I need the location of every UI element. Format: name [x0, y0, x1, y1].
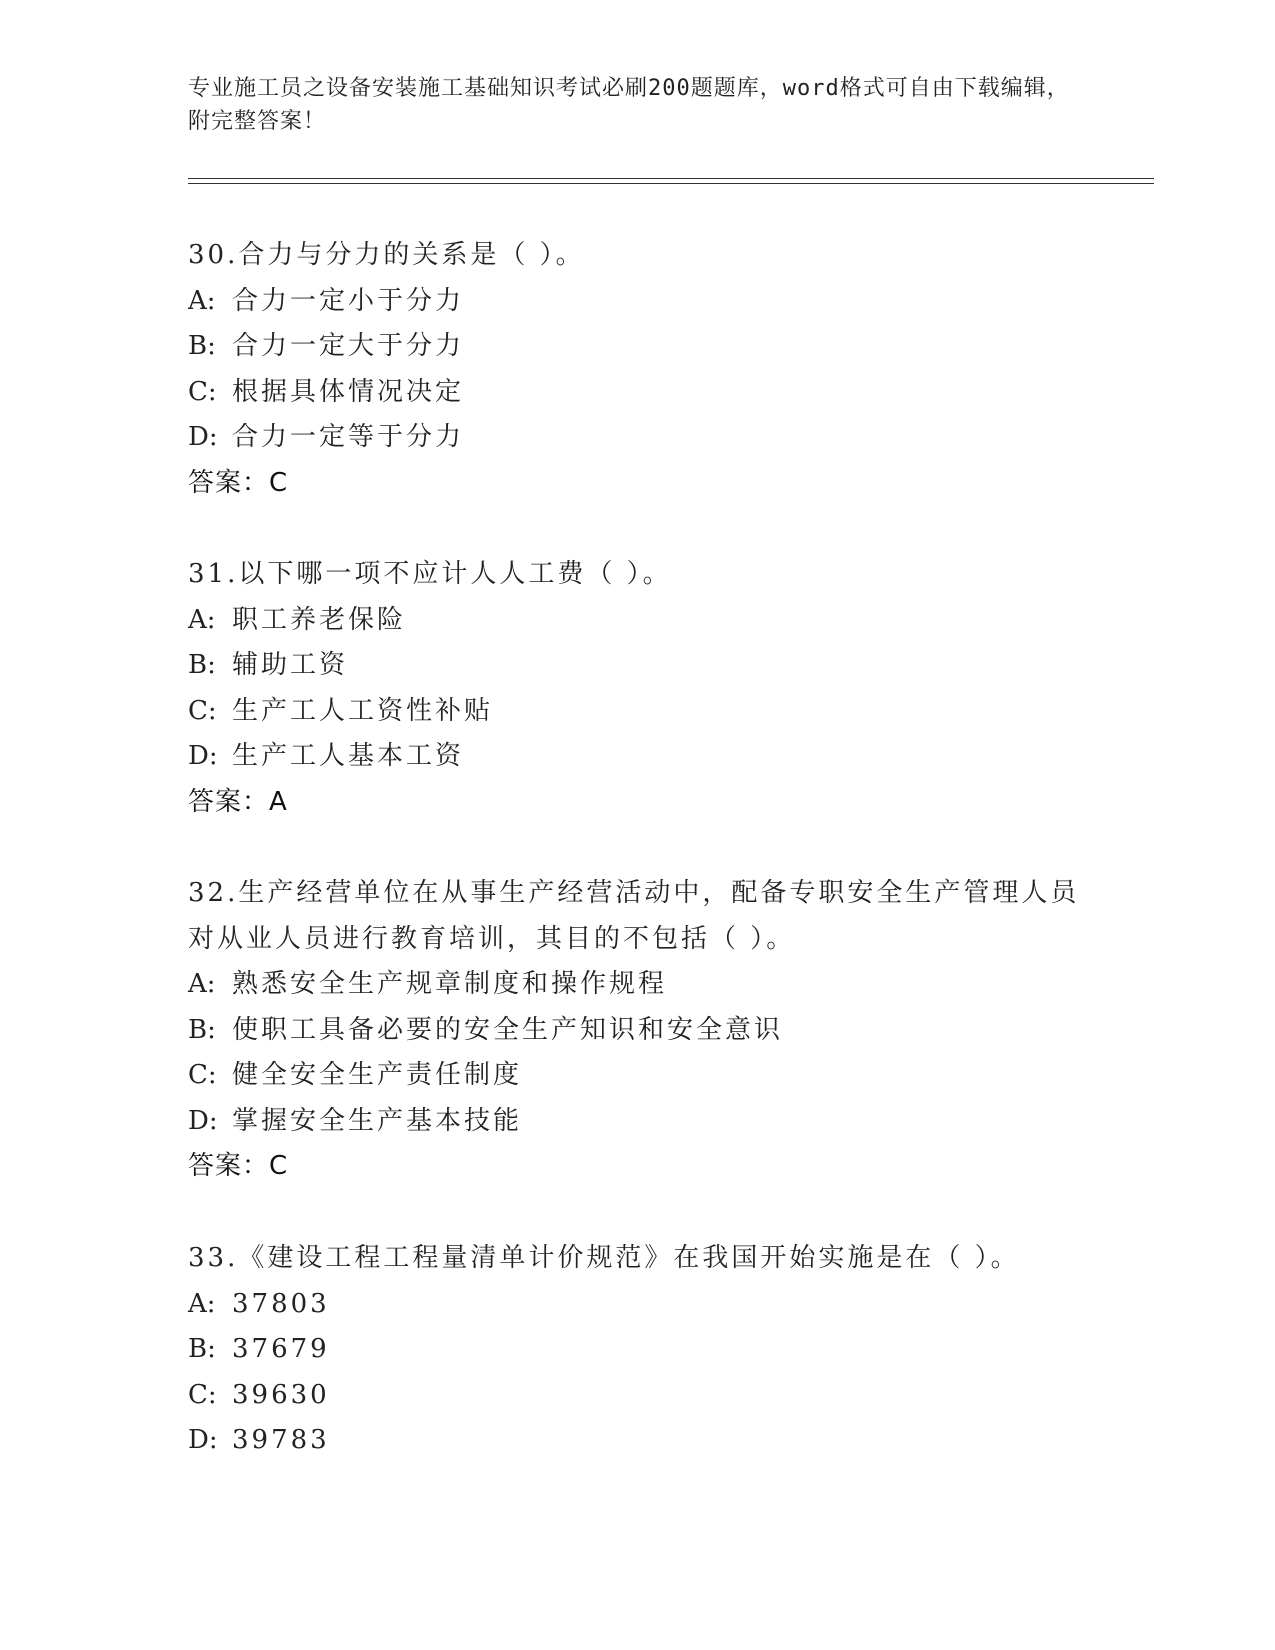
option-b [188, 643, 1088, 689]
question-33 [188, 1236, 1088, 1464]
option-a [188, 279, 1088, 325]
answer-line: 答案：A [188, 786, 288, 817]
option-b [188, 324, 1088, 370]
question-stem [188, 871, 1088, 962]
option-c [188, 1373, 1088, 1419]
document-header [188, 72, 1088, 138]
option-text: 合力一定大于分力 [232, 331, 465, 361]
option-key: B: [188, 331, 216, 361]
option-d [188, 1418, 1088, 1464]
option-key: C: [188, 1379, 217, 1410]
option-a [188, 962, 1088, 1008]
option-key: C: [188, 1060, 217, 1090]
option-key: A: [188, 604, 216, 635]
option-text: 使职工具备必要的安全生产知识和安全意识 [232, 1014, 784, 1045]
option-a [188, 1282, 1088, 1328]
option-d [188, 415, 1088, 461]
option-key: B: [188, 650, 216, 680]
option-key: D: [188, 741, 218, 771]
question-stem [188, 552, 1088, 598]
option-a [188, 598, 1088, 644]
option-text: 39630 [232, 1379, 330, 1410]
option-key: C: [188, 695, 217, 726]
answer-line: 答案：C [188, 467, 289, 498]
option-text: 39783 [232, 1425, 330, 1455]
question-number: 31. [188, 559, 239, 589]
option-text: 合力一定小于分力 [232, 285, 465, 316]
question-stem [188, 233, 1088, 279]
question-text: 以下哪一项不应计人人工费（ ）。 [238, 559, 672, 589]
question-31 [188, 552, 1088, 825]
option-b [188, 1008, 1088, 1054]
option-key: A: [188, 285, 216, 316]
question-stem [188, 1236, 1088, 1282]
option-key: C: [188, 376, 217, 407]
option-d [188, 1099, 1088, 1145]
question-text: 《建设工程工程量清单计价规范》在我国开始实施是在（ ）。 [238, 1243, 1020, 1273]
option-text: 健全安全生产责任制度 [232, 1060, 523, 1090]
header-divider-bottom [188, 183, 1154, 184]
question-text: 生产经营单位在从事生产经营活动中，配备专职安全生产管理人员对从业人员进行教育培训，其目的不包括（ ）。 [188, 878, 1080, 954]
option-key: B: [188, 1014, 216, 1045]
option-b [188, 1327, 1088, 1373]
option-key: A: [188, 1288, 216, 1319]
option-text: 37803 [232, 1288, 330, 1319]
question-number: 33. [188, 1243, 239, 1273]
option-c [188, 1053, 1088, 1099]
option-c [188, 689, 1088, 735]
option-key: B: [188, 1334, 216, 1364]
option-key: D: [188, 1105, 218, 1136]
option-text: 合力一定等于分力 [232, 422, 465, 452]
question-number: 30. [188, 240, 239, 270]
option-text: 职工养老保险 [232, 604, 407, 635]
header-divider-top [188, 178, 1154, 179]
option-text: 掌握安全生产基本技能 [232, 1105, 523, 1136]
option-key: A: [188, 969, 216, 999]
option-c [188, 370, 1088, 416]
option-text: 根据具体情况决定 [232, 376, 465, 407]
answer-line: 答案：C [188, 1151, 289, 1181]
option-text: 37679 [232, 1334, 330, 1364]
option-key: D: [188, 1425, 218, 1455]
question-32 [188, 871, 1088, 1190]
option-text: 熟悉安全生产规章制度和操作规程 [232, 969, 668, 999]
option-d [188, 734, 1088, 780]
question-text: 合力与分力的关系是（ ）。 [238, 240, 585, 270]
option-key: D: [188, 422, 218, 452]
document-title: 专业施工员之设备安装施工基础知识考试必刷200题题库，word格式可自由下载编辑，附完整答案！ [188, 76, 1070, 134]
option-text: 生产工人基本工资 [232, 741, 465, 771]
question-30 [188, 233, 1088, 506]
option-text: 生产工人工资性补贴 [232, 695, 494, 726]
option-text: 辅助工资 [232, 650, 349, 680]
question-number: 32. [188, 878, 239, 908]
